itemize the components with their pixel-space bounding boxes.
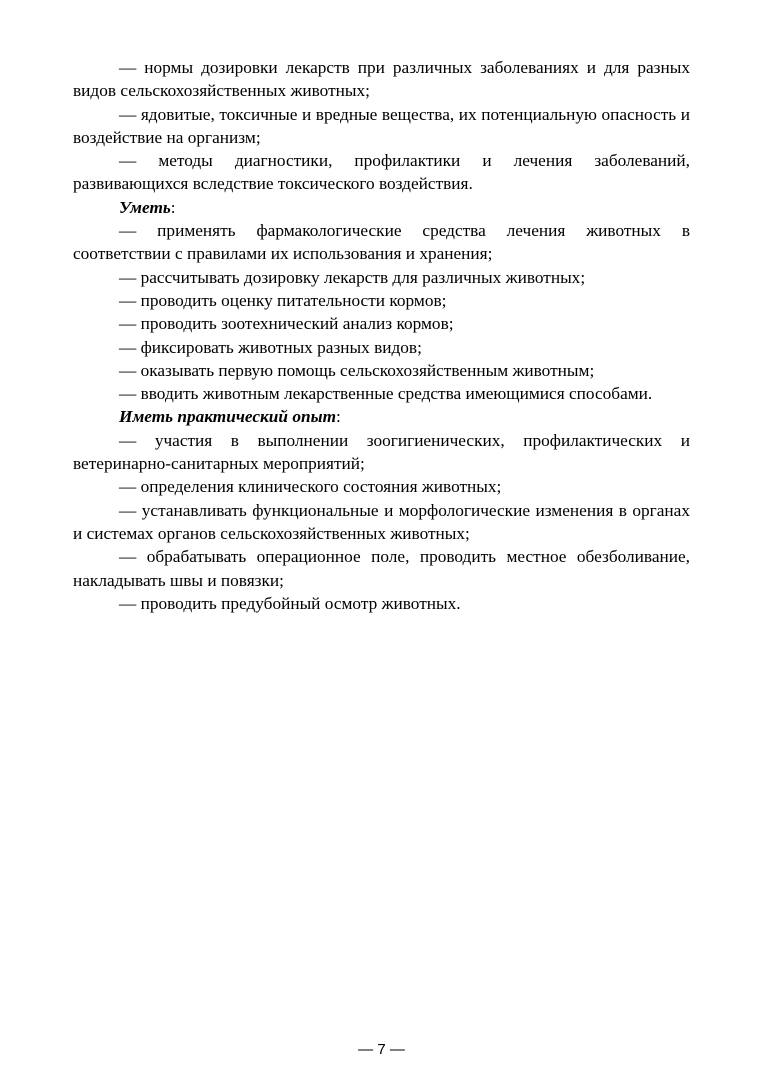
experience-heading-colon: : [336, 407, 341, 427]
skill-item-1: — применять фармакологические средства лечения животных в соответствии с правилами их использования и хранения; [73, 221, 690, 264]
page-number: — 7 — [358, 1041, 405, 1058]
skill-item-4: — проводить зоотехнический анализ кормов; [119, 314, 454, 334]
experience-item-5: — проводить предубойный осмотр животных. [119, 593, 461, 613]
know-item-2: — ядовитые, токсичные и вредные вещества, их потенциальную опасность и воздействие на организм; [73, 104, 690, 147]
experience-item-4: — обрабатывать операционное поле, проводить местное обезболивание, накладывать швы и повязки; [73, 547, 690, 590]
experience-heading-label: Иметь практический опыт [119, 407, 337, 427]
skill-item-2: — рассчитывать дозировку лекарств для различных животных; [119, 267, 586, 287]
know-item-3: — методы диагностики, профилактики и лечения заболеваний, развивающихся вследствие токсического воздействия. [73, 151, 690, 194]
experience-item-1: — участия в выполнении зоогигиенических, профилактических и ветеринарно-санитарных мероприятий; [73, 430, 690, 474]
experience-item-3: — устанавливать функциональные и морфологические изменения в органах и системах органов сельскохозяйственных животных; [73, 500, 690, 543]
skills-heading-colon: : [170, 197, 176, 217]
skills-heading [73, 196, 690, 219]
skills-heading-label: Уметь [119, 197, 171, 217]
experience-item-2: — определения клинического состояния животных; [119, 477, 502, 497]
skill-item-5: — фиксировать животных разных видов; [119, 337, 422, 357]
experience-heading [73, 405, 690, 428]
skill-item-3: — проводить оценку питательности кормов; [119, 290, 447, 310]
page-content [73, 56, 690, 615]
know-item-1: — нормы дозировки лекарств при различных заболеваниях и для разных видов сельскохозяйственных животных; [73, 58, 690, 101]
skill-item-7: — вводить животным лекарственные средства имеющимися способами. [119, 384, 653, 404]
skill-item-6: — оказывать первую помощь сельскохозяйственным животным; [119, 360, 595, 380]
